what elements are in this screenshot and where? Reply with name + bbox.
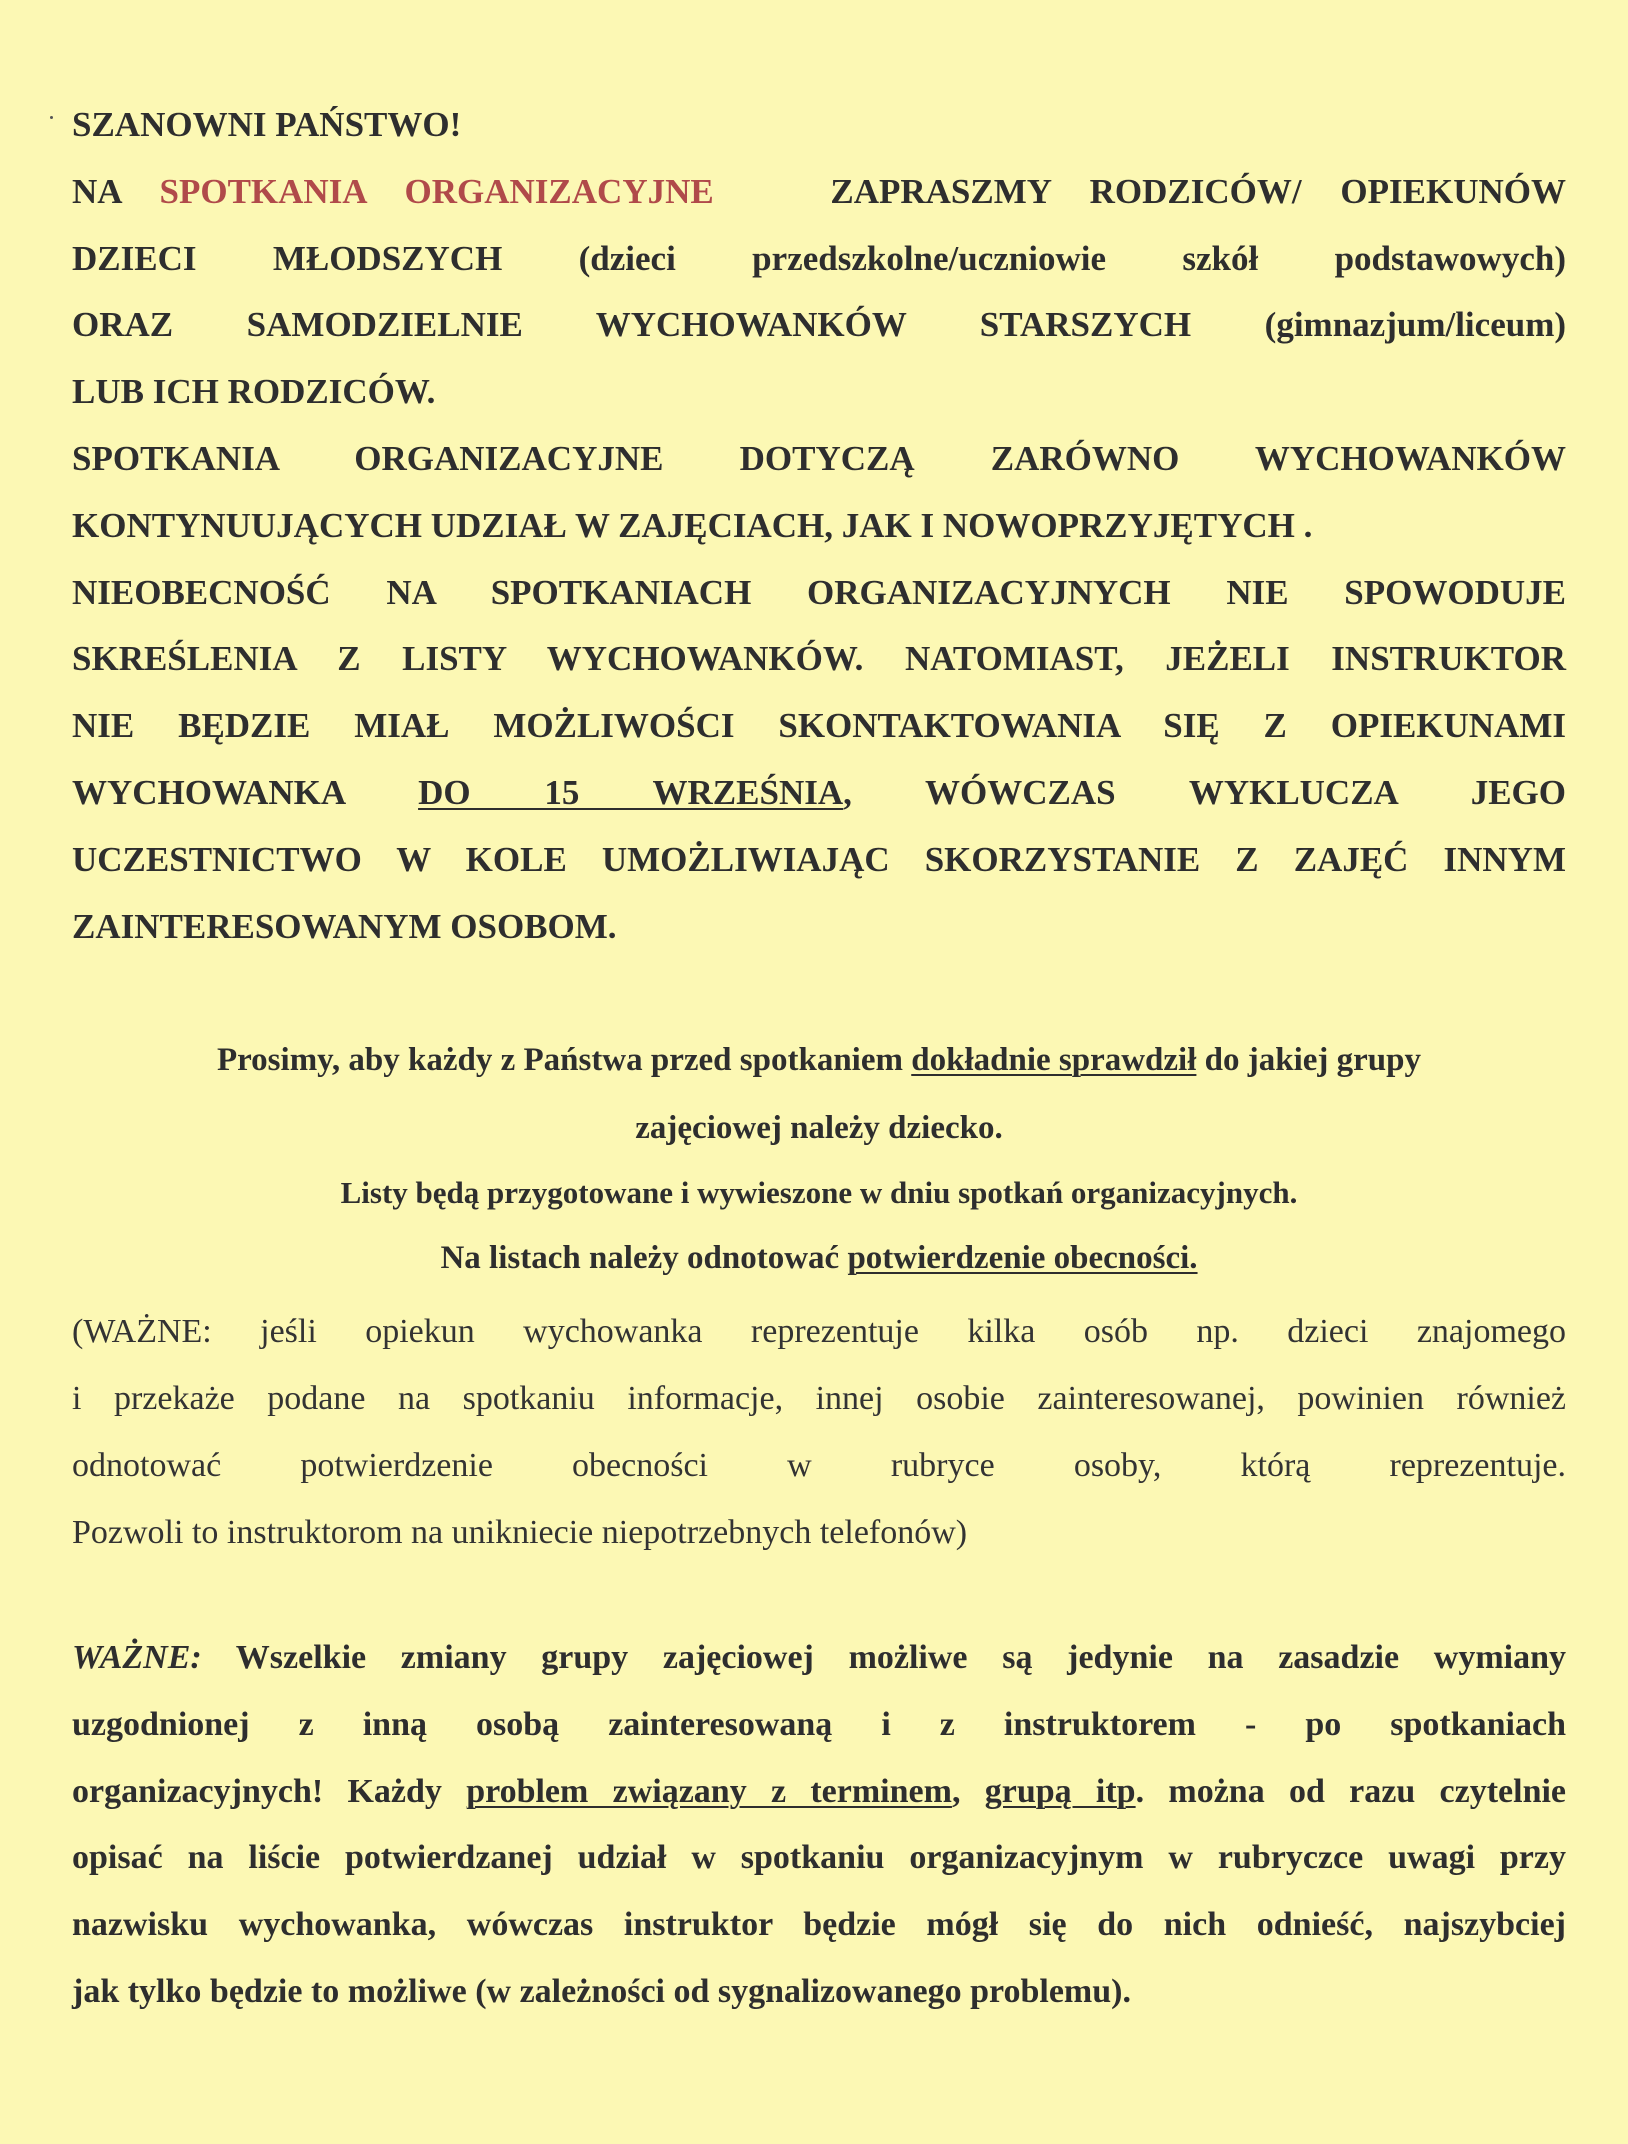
lists-prepared-line xyxy=(72,1171,1566,1215)
intro-line-8 xyxy=(72,560,1566,627)
intro-line-9 xyxy=(72,626,1566,693)
intro-line-2a: NA xyxy=(72,171,121,211)
intro-line-7-text: KONTYNUUJĄCYCH UDZIAŁ W ZAJĘCIACH, JAK I NOWOPRZYJĘTYCH . xyxy=(72,505,1313,545)
intro-line-8-text: NIEOBECNOŚĆ NA SPOTKANIACH ORGANIZACYJNYCH NIE SPOWODUJE xyxy=(72,572,1566,612)
changes-line-3 xyxy=(72,1759,1566,1826)
changes-line-5-text: nazwisku wychowanka, wówczas instruktor będzie mógł się do nich odnieść, najszybciej xyxy=(72,1906,1566,1944)
important-label: WAŻNE: xyxy=(72,1639,202,1676)
note-line-1 xyxy=(72,1298,1566,1365)
intro-line-11 xyxy=(72,760,1566,827)
intro-section xyxy=(72,92,1566,960)
intro-line-11b: , WÓWCZAS WYKLUCZA JEGO xyxy=(843,772,1566,812)
request-line-2-text: zajęciowej należy dziecko. xyxy=(635,1110,1003,1146)
intro-line-12 xyxy=(72,827,1566,894)
intro-line-13-text: ZAINTERESOWANYM OSOBOM. xyxy=(72,906,617,946)
note-line-2 xyxy=(72,1365,1566,1432)
changes-line-5 xyxy=(72,1892,1566,1959)
intro-line-6 xyxy=(72,426,1566,493)
intro-line-11a: WYCHOWANKA xyxy=(72,772,345,812)
changes-section xyxy=(72,1625,1566,2026)
intro-line-13 xyxy=(72,894,1566,961)
meetings-highlight: SPOTKANIA ORGANIZACYJNE xyxy=(159,171,714,211)
scan-speck xyxy=(50,116,53,119)
note-line-3 xyxy=(72,1432,1566,1499)
greeting-text: SZANOWNI PAŃSTWO! xyxy=(72,105,462,144)
intro-line-2b: ZAPRASZMY RODZICÓW/ OPIEKUNÓW xyxy=(830,171,1566,211)
attendance-line-a: Na listach należy odnotować xyxy=(440,1240,848,1276)
intro-line-9-text: SKREŚLENIA Z LISTY WYCHOWANKÓW. NATOMIAST, JEŻELI INSTRUKTOR xyxy=(72,639,1566,679)
changes-line-4 xyxy=(72,1825,1566,1892)
intro-line-5-text: LUB ICH RODZICÓW. xyxy=(72,372,436,412)
changes-line-6 xyxy=(72,1959,1566,2026)
changes-line-1 xyxy=(72,1625,1566,1692)
changes-line-1-text: Wszelkie zmiany grupy zajęciowej możliwe są jedynie na zasadzie wymiany xyxy=(201,1639,1566,1676)
changes-line-6-text: jak tylko będzie to możliwe (w zależności od sygnalizowanego problemu). xyxy=(72,1972,1131,2010)
problem-with-date: problem związany z terminem xyxy=(466,1772,952,1810)
check-carefully: dokładnie sprawdził xyxy=(911,1042,1197,1078)
intro-line-10 xyxy=(72,693,1566,760)
attendance-confirmation: potwierdzenie obecności. xyxy=(847,1240,1198,1276)
intro-line-5 xyxy=(72,359,1566,426)
changes-line-2 xyxy=(72,1692,1566,1759)
intro-line-7 xyxy=(72,493,1566,560)
note-line-3-text: odnotować potwierdzenie obecności w rubryce osoby, którą reprezentuje. xyxy=(72,1447,1566,1484)
changes-line-4-text: opisać na liście potwierdzanej udział w spotkaniu organizacyjnym w rubryczce uwagi przy xyxy=(72,1839,1566,1877)
important-note xyxy=(72,1298,1566,1566)
intro-line-12-text: UCZESTNICTWO W KOLE UMOŻLIWIAJĄC SKORZYSTANIE Z ZAJĘĆ INNYM xyxy=(72,839,1566,879)
request-line-1b: do jakiej grupy xyxy=(1196,1042,1422,1078)
note-line-4 xyxy=(72,1499,1566,1566)
intro-line-3 xyxy=(72,226,1566,293)
changes-line-3a: organizacyjnych! Każdy xyxy=(72,1772,467,1810)
attendance-line xyxy=(72,1236,1566,1280)
note-line-1-text: (WAŻNE: jeśli opiekun wychowanka reprezentuje kilka osób np. dzieci znajomego xyxy=(72,1313,1566,1350)
note-line-2-text: i przekaże podane na spotkaniu informacje, innej osobie zainteresowanej, powinien również xyxy=(72,1380,1566,1417)
intro-line-4-text: ORAZ SAMODZIELNIE WYCHOWANKÓW STARSZYCH (gimnazjum/liceum) xyxy=(72,305,1566,345)
intro-line-3-text: DZIECI MŁODSZYCH (dzieci przedszkolne/uczniowie szkół podstawowych) xyxy=(72,238,1566,278)
changes-line-2-text: uzgodnionej z inną osobą zainteresowaną i z instruktorem - po spotkaniach xyxy=(72,1705,1566,1743)
note-line-4-text: Pozwoli to instruktorom na unikniecie niepotrzebnych telefonów) xyxy=(72,1514,968,1551)
changes-line-3c: . można od razu czytelnie xyxy=(1135,1772,1567,1810)
greeting xyxy=(72,92,1566,159)
request-line-2 xyxy=(72,1106,1566,1150)
intro-line-10-text: NIE BĘDZIE MIAŁ MOŻLIWOŚCI SKONTAKTOWANIA SIĘ Z OPIEKUNAMI xyxy=(72,706,1566,746)
group-etc: grupą itp xyxy=(984,1772,1136,1810)
lists-prepared-text: Listy będą przygotowane i wywieszone w dniu spotkań organizacyjnych. xyxy=(340,1175,1298,1210)
intro-line-4 xyxy=(72,292,1566,359)
intro-line-2 xyxy=(72,159,1566,226)
changes-line-3b: , xyxy=(951,1772,985,1810)
deadline-date: DO 15 WRZEŚNIA xyxy=(418,772,844,812)
intro-line-6-text: SPOTKANIA ORGANIZACYJNE DOTYCZĄ ZARÓWNO WYCHOWANKÓW xyxy=(72,438,1566,478)
request-line-1a: Prosimy, aby każdy z Państwa przed spotkaniem xyxy=(216,1042,912,1078)
request-line-1 xyxy=(72,1038,1566,1082)
